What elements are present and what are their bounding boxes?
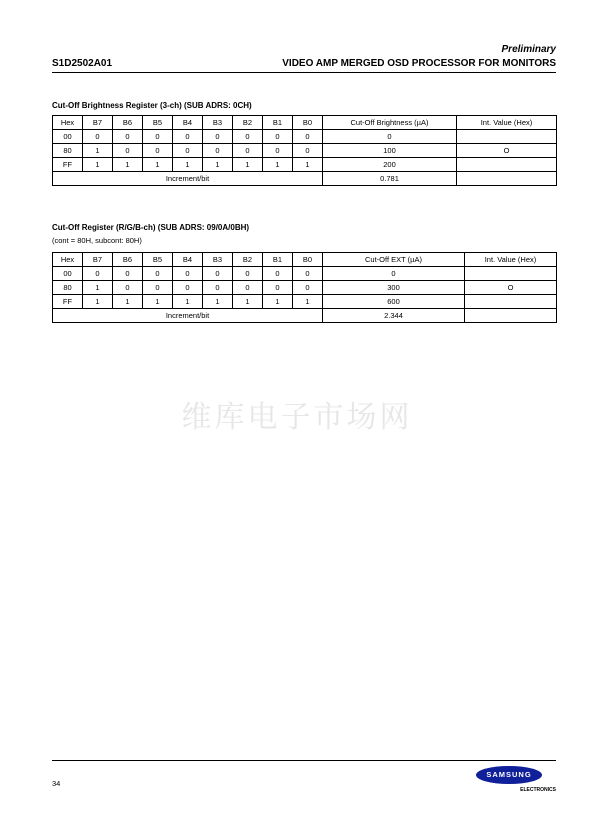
table-cell <box>465 295 557 309</box>
increment-value: 0.781 <box>323 172 457 186</box>
header-cell: B6 <box>113 253 143 267</box>
header-cell: Int. Value (Hex) <box>465 253 557 267</box>
cutoff-register-table <box>52 252 557 323</box>
table-cell: 1 <box>293 158 323 172</box>
logo-subtext: ELECTRONICS <box>520 787 556 793</box>
header-cell: B4 <box>173 253 203 267</box>
table2-title: Cut-Off Register (R/G/B-ch) (SUB ADRS: 09/0A/0BH) <box>52 223 250 232</box>
document-id: S1D2502A01 <box>52 58 113 69</box>
table-cell: 0 <box>203 281 233 295</box>
header-cell: B0 <box>293 253 323 267</box>
header-cell: B5 <box>143 253 173 267</box>
table-cell: 0 <box>143 144 173 158</box>
table-header-row <box>53 253 557 267</box>
table-cell <box>465 267 557 281</box>
table-cell-empty <box>465 309 557 323</box>
table-cell: 600 <box>323 295 465 309</box>
increment-row <box>53 309 557 323</box>
table-cell: 00 <box>53 267 83 281</box>
header-cell: Int. Value (Hex) <box>457 116 557 130</box>
table-cell: O <box>457 144 557 158</box>
document-title: VIDEO AMP MERGED OSD PROCESSOR FOR MONITORS <box>282 58 556 69</box>
header-cell: Hex <box>53 116 83 130</box>
table-cell: 0 <box>293 144 323 158</box>
table-row <box>53 295 557 309</box>
header-cell: Hex <box>53 253 83 267</box>
table-row <box>53 267 557 281</box>
table-cell: 1 <box>113 295 143 309</box>
table-cell: 0 <box>233 267 263 281</box>
table-cell: 1 <box>173 158 203 172</box>
table-cell: 1 <box>263 158 293 172</box>
table-cell: 0 <box>203 144 233 158</box>
header-cell: Cut-Off Brightness (µA) <box>323 116 457 130</box>
table-cell: FF <box>53 295 83 309</box>
table-cell: 1 <box>263 295 293 309</box>
table-cell-empty <box>457 172 557 186</box>
header-cell: B7 <box>83 116 113 130</box>
header-cell: B4 <box>173 116 203 130</box>
table-cell: 0 <box>293 267 323 281</box>
samsung-logo <box>466 766 556 796</box>
table-cell: 0 <box>83 130 113 144</box>
table-cell: 1 <box>83 295 113 309</box>
table-cell: 0 <box>323 130 457 144</box>
table-cell: 0 <box>173 130 203 144</box>
table-cell <box>457 130 557 144</box>
header-cell: B6 <box>113 116 143 130</box>
table-cell: 0 <box>113 267 143 281</box>
table-cell: 0 <box>173 144 203 158</box>
table-cell: 0 <box>173 267 203 281</box>
table-row <box>53 130 557 144</box>
table-row <box>53 158 557 172</box>
header-cell: B1 <box>263 116 293 130</box>
table-cell: 0 <box>113 130 143 144</box>
header-cell: Cut-Off EXT (µA) <box>323 253 465 267</box>
increment-label: Increment/bit <box>53 309 323 323</box>
table-cell: 0 <box>143 267 173 281</box>
table-cell: 1 <box>113 158 143 172</box>
logo-text: SAMSUNG <box>476 766 542 784</box>
table-cell: 80 <box>53 281 83 295</box>
header-cell: B5 <box>143 116 173 130</box>
table-cell: 100 <box>323 144 457 158</box>
table-cell: 0 <box>203 267 233 281</box>
table-cell: 0 <box>233 281 263 295</box>
table-cell: 0 <box>173 281 203 295</box>
cutoff-register-section <box>52 223 556 323</box>
table-cell: 0 <box>293 130 323 144</box>
header-cell: B3 <box>203 253 233 267</box>
table-cell: 0 <box>143 130 173 144</box>
header-cell: B1 <box>263 253 293 267</box>
header-divider <box>52 72 556 73</box>
header-cell: B0 <box>293 116 323 130</box>
header-cell: B2 <box>233 116 263 130</box>
table-cell: 0 <box>203 130 233 144</box>
table-cell: 1 <box>83 281 113 295</box>
table-cell: 0 <box>263 130 293 144</box>
table-cell: O <box>465 281 557 295</box>
cutoff-brightness-table <box>52 115 557 186</box>
table-cell: 1 <box>83 158 113 172</box>
table2-note: (cont = 80H, subcont: 80H) <box>52 236 142 245</box>
cutoff-brightness-section <box>52 101 556 186</box>
watermark-text: 维库电子市场网 <box>181 400 413 435</box>
page-header <box>52 44 556 72</box>
table-cell: FF <box>53 158 83 172</box>
table-cell: 1 <box>83 144 113 158</box>
table-cell: 1 <box>203 158 233 172</box>
table-cell: 300 <box>323 281 465 295</box>
table-cell: 0 <box>113 281 143 295</box>
footer-divider <box>52 760 556 761</box>
table-cell: 1 <box>293 295 323 309</box>
table-header-row <box>53 116 557 130</box>
increment-label: Increment/bit <box>53 172 323 186</box>
increment-row <box>53 172 557 186</box>
table-cell <box>457 158 557 172</box>
table-cell: 1 <box>233 295 263 309</box>
table-cell: 0 <box>143 281 173 295</box>
header-cell: B2 <box>233 253 263 267</box>
table-cell: 80 <box>53 144 83 158</box>
table-cell: 1 <box>203 295 233 309</box>
table1-title: Cut-Off Brightness Register (3-ch) (SUB ADRS: 0CH) <box>52 101 252 110</box>
table-cell: 0 <box>233 144 263 158</box>
table-cell: 200 <box>323 158 457 172</box>
table-cell: 1 <box>143 158 173 172</box>
table-cell: 0 <box>263 144 293 158</box>
table-cell: 00 <box>53 130 83 144</box>
table-cell: 1 <box>233 158 263 172</box>
table-cell: 0 <box>83 267 113 281</box>
table-cell: 0 <box>293 281 323 295</box>
preliminary-label: Preliminary <box>501 44 556 55</box>
table-cell: 0 <box>233 130 263 144</box>
table-cell: 0 <box>263 281 293 295</box>
table-row <box>53 281 557 295</box>
table-cell: 0 <box>113 144 143 158</box>
header-cell: B7 <box>83 253 113 267</box>
table-cell: 0 <box>263 267 293 281</box>
header-cell: B3 <box>203 116 233 130</box>
page-number: 34 <box>52 779 61 788</box>
table-cell: 1 <box>143 295 173 309</box>
increment-value: 2.344 <box>323 309 465 323</box>
table-row <box>53 144 557 158</box>
table-cell: 1 <box>173 295 203 309</box>
table-cell: 0 <box>323 267 465 281</box>
